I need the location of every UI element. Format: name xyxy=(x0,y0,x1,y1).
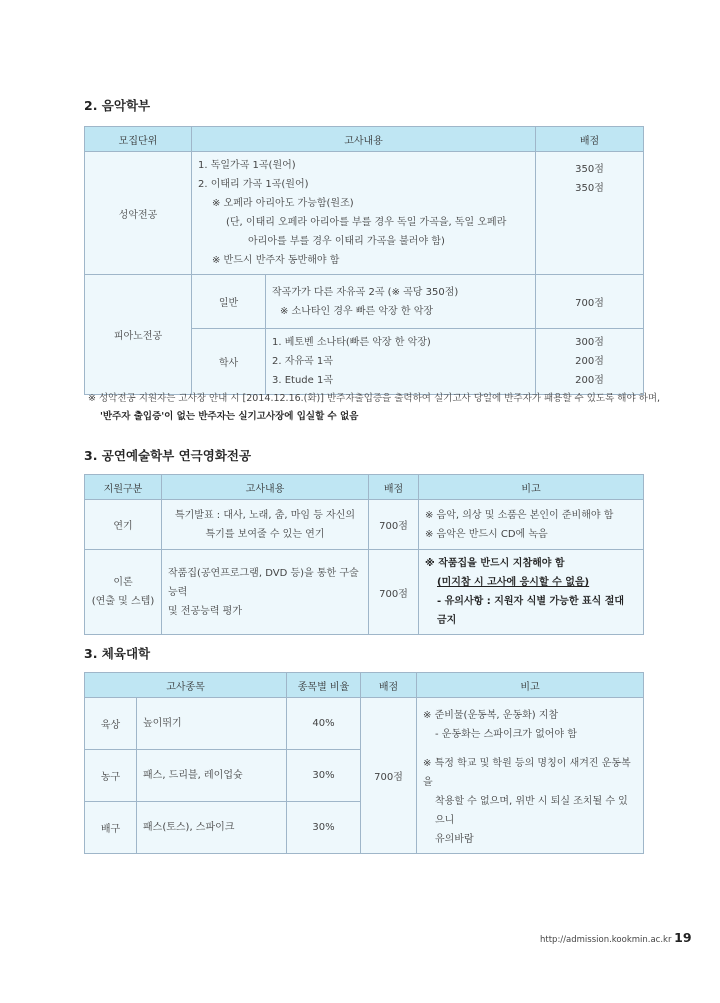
theater-remarks-acting: ※ 음악, 의상 및 소품은 본인이 준비해야 함 ※ 음악은 반드시 CD에 녹음 xyxy=(419,500,644,550)
event-volleyball: 패스(토스), 스파이크 xyxy=(137,802,287,854)
vocal-content: 1. 독일가곡 1곡(원어) 2. 이태리 가곡 1곡(원어) ※ 오페라 아리아도 가능함(원조) (단, 이태리 오페라 아리아를 부를 경우 독일 가곡을, 독일 오페라 아리아를 부를 경우 이태리 가곡을 불러야 함) ※ 반드시 반주자 동반해야 함 xyxy=(192,152,536,275)
theater-table xyxy=(84,474,644,635)
col-header-score: 배점 xyxy=(369,475,419,500)
theater-score-theory: 700점 xyxy=(369,550,419,635)
col-header-ratio: 종목별 비율 xyxy=(287,673,361,698)
sport-basketball: 농구 xyxy=(85,750,137,802)
sports-remarks: ※ 준비물(운동복, 운동화) 지참 - 운동화는 스파이크가 없어야 함 ※ 특정 학교 및 학원 등의 명칭이 새겨진 운동복을 착용할 수 없으며, 위반 시 퇴실 조치될 수 있으니 유의바람 xyxy=(417,698,644,854)
sports-table xyxy=(84,672,644,854)
section-title-sports: 3. 체육대학 xyxy=(84,646,151,661)
theater-content-acting: 특기발표 : 대사, 노래, 춤, 마임 등 자신의 특기를 보여줄 수 있는 연기 xyxy=(162,500,369,550)
ratio-volleyball: 30% xyxy=(287,802,361,854)
col-header-remarks: 비고 xyxy=(417,673,644,698)
col-header-content: 고사내용 xyxy=(192,127,536,152)
piano-academic-content: 1. 베토벤 소나타(빠른 악장 한 악장) 2. 자유곡 1곡 3. Etude 1곡 xyxy=(266,329,536,395)
piano-academic-scores: 300점 200점 200점 xyxy=(536,329,644,395)
theater-score-acting: 700점 xyxy=(369,500,419,550)
piano-academic-label: 학사 xyxy=(192,329,266,395)
col-header-score: 배점 xyxy=(536,127,644,152)
sport-track: 육상 xyxy=(85,698,137,750)
theater-content-theory: 작품집(공연프로그램, DVD 등)을 통한 구술능력 및 전공능력 평가 xyxy=(162,550,369,635)
ratio-basketball: 30% xyxy=(287,750,361,802)
event-basketball: 패스, 드리블, 레이업슛 xyxy=(137,750,287,802)
col-header-event: 고사종목 xyxy=(85,673,287,698)
col-header-remarks: 비고 xyxy=(419,475,644,500)
unit-piano: 피아노전공 xyxy=(85,275,192,395)
footer-url: http://admission.kookmin.ac.kr xyxy=(540,935,672,945)
page-number: 19 xyxy=(674,930,692,945)
theater-remarks-theory: ※ 작품집을 반드시 지참해야 함 (미지참 시 고사에 응시할 수 없음) - 유의사항 : 지원자 식별 가능한 표식 절대 금지 xyxy=(419,550,644,635)
col-header-score: 배점 xyxy=(361,673,417,698)
music-note: ※ 성악전공 지원자는 고사장 안내 시 [2014.12.16.(화)] 반주자출입증을 출력하여 실기고사 당일에 반주자가 패용할 수 있도록 해야 하며, '반주자 출입증'이 없는 반주자는 실기고사장에 입실할 수 없음 xyxy=(88,393,661,422)
section-title-theater: 3. 공연예술학부 연극영화전공 xyxy=(84,448,252,463)
theater-unit-acting: 연기 xyxy=(85,500,162,550)
col-header-unit: 모집단위 xyxy=(85,127,192,152)
piano-general-content: 작곡가가 다른 자유곡 2곡 (※ 곡당 350점) ※ 소나타인 경우 빠른 악장 한 악장 xyxy=(266,275,536,329)
piano-general-score: 700점 xyxy=(536,275,644,329)
music-table xyxy=(84,126,644,395)
col-header-content: 고사내용 xyxy=(162,475,369,500)
sport-volleyball: 배구 xyxy=(85,802,137,854)
theater-unit-theory: 이론 (연출 및 스텝) xyxy=(85,550,162,635)
col-header-category: 지원구분 xyxy=(85,475,162,500)
page-footer xyxy=(540,930,692,945)
ratio-track: 40% xyxy=(287,698,361,750)
vocal-scores: 350점 350점 xyxy=(536,152,644,275)
event-track: 높이뛰기 xyxy=(137,698,287,750)
sports-score: 700점 xyxy=(361,698,417,854)
unit-vocal: 성악전공 xyxy=(85,152,192,275)
section-title-music: 2. 음악학부 xyxy=(84,98,151,113)
piano-general-label: 일반 xyxy=(192,275,266,329)
